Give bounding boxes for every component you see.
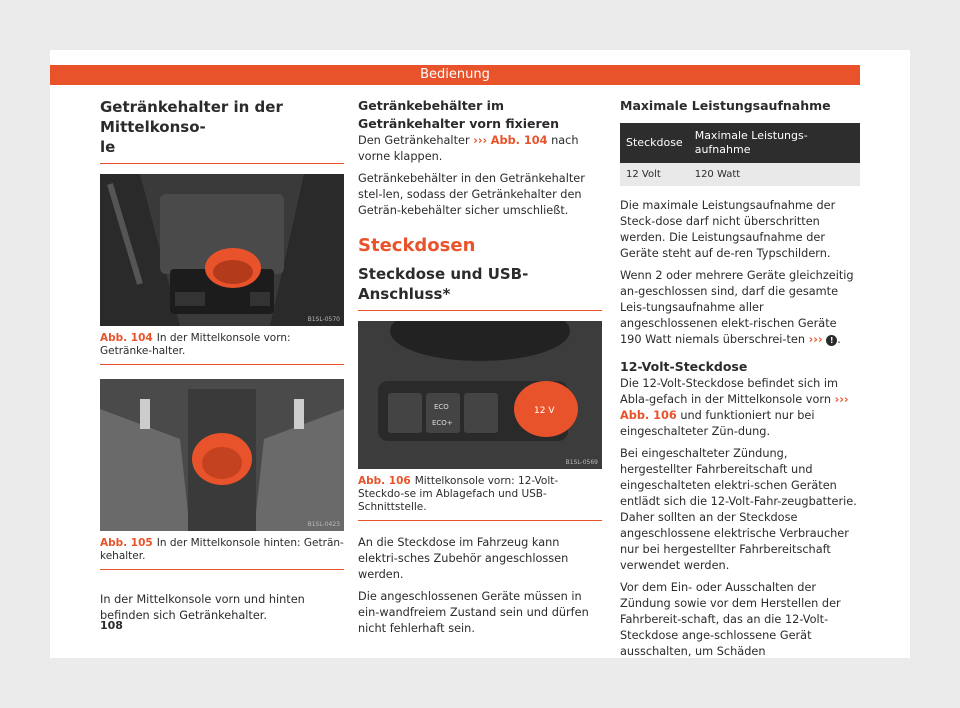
heading-rule: [358, 310, 602, 311]
socket-label: 12 V: [534, 406, 555, 416]
heading-leistungsaufnahme: Maximale Leistungsaufnahme: [620, 98, 831, 113]
figure-106-caption: Abb. 106 Mittelkonsole vorn: 12-Volt-Steckdo-se im Ablagefach und USB-Schnittstelle.: [358, 475, 559, 513]
paragraph: Den Getränkehalter ››› Abb. 104 nach vorne klappen.: [358, 134, 579, 163]
table-header: Steckdose: [620, 123, 689, 163]
figure-code: B1SL-0569: [565, 459, 598, 466]
paragraph: Bei eingeschalteter Zündung, hergestellter Fahrbereitschaft und eingeschalteten elektri-schen Geräten entlädt sich die 12-Volt-Fahr-zeugbatterie. Daher sollten an der Steckdose angeschlossene elektrische Verbraucher nur bei hergestellter Fahrbereitschaft verwendet werden.: [620, 447, 857, 572]
paragraph: Vor dem Ein- oder Ausschalten der Zündung sowie vor dem Herstellen der Fahrbereit-schaft, das an die 12-Volt-Steckdose ange-schlossene Gerät ausschalten, um Schäden: [620, 581, 841, 658]
column-1: [100, 97, 344, 630]
heading-getraenkehalter: Getränkehalter in der Mittelkonso- le: [100, 98, 283, 156]
figure-code: B1SL-0570: [307, 316, 340, 323]
paragraph: Die maximale Leistungsaufnahme der Steck-dose darf nicht überschritten werden. Die Leistungsaufnahme der Geräte steht auf de-ren Typschildern.: [620, 199, 836, 260]
warning-icon[interactable]: !: [826, 335, 837, 346]
column-2: [358, 97, 602, 643]
table-cell: 120 Watt: [689, 163, 860, 186]
section-header: Bedienung: [50, 65, 860, 85]
eco-label: ECO: [434, 403, 449, 411]
section-title-steckdosen: Steckdosen: [358, 235, 476, 256]
arrow-ref: ›››: [834, 393, 849, 406]
paragraph: Die 12-Volt-Steckdose befindet sich im Abla-gefach in der Mittelkonsole vorn ››› Abb. 106 und funktioniert nur bei eingeschalteter Zün-dung.: [620, 377, 849, 438]
heading-steckdose-usb: Steckdose und USB-Anschluss*: [358, 265, 529, 303]
power-table: [620, 123, 860, 186]
heading-rule: [100, 163, 344, 164]
socket-photo: [358, 321, 602, 469]
figure-code: B1SL-0423: [307, 521, 340, 528]
paragraph: Wenn 2 oder mehrere Geräte gleichzeitig an-geschlossen sind, darf die gesamte Leis-tungsaufnahme aller angeschlossenen elekt-rischen Geräte 190 Watt niemals überschrei-ten ››› ! .: [620, 269, 854, 346]
caption-rule: [100, 569, 344, 570]
subheading-fixieren: Getränkebehälter im Getränkehalter vorn fixieren: [358, 98, 560, 131]
table-header: Maximale Leistungs-aufnahme: [689, 123, 860, 163]
figure-104-caption: Abb. 104 In der Mittelkonsole vorn: Getränke-halter.: [100, 332, 291, 357]
figure-105: [100, 379, 344, 531]
paragraph: In der Mittelkonsole vorn und hinten befinden sich Getränkehalter.: [100, 593, 305, 622]
paragraph: An die Steckdose im Fahrzeug kann elektri-sches Zubehör angeschlossen werden.: [358, 536, 569, 581]
arrow-ref: ›››: [808, 333, 823, 346]
paragraph: Getränkebehälter in den Getränkehalter stel-len, sodass der Getränkehalter den Geträn-kebehälter sicher umschließt.: [358, 172, 585, 217]
table-cell: 12 Volt: [620, 163, 689, 186]
figure-104: [100, 174, 344, 326]
column-3: [620, 97, 860, 666]
front-cupholder-photo: [100, 174, 344, 326]
figure-106: [358, 321, 602, 469]
figure-105-caption: Abb. 105 In der Mittelkonsole hinten: Geträn-kehalter.: [100, 537, 344, 562]
page-number: 108: [100, 619, 123, 632]
arrow-ref: ›››: [473, 134, 488, 147]
link-abb-104[interactable]: Abb. 104: [490, 134, 548, 147]
eco-plus-label: ECO+: [432, 419, 453, 427]
rear-cupholder-photo: [100, 379, 344, 531]
link-abb-106[interactable]: Abb. 106: [620, 409, 677, 422]
caption-rule: [358, 520, 602, 521]
paragraph: Die angeschlossenen Geräte müssen in ein-wandfreiem Zustand sein und dürfen nicht fehlerhaft sein.: [358, 590, 589, 635]
subheading-12v: 12-Volt-Steckdose: [620, 359, 748, 374]
